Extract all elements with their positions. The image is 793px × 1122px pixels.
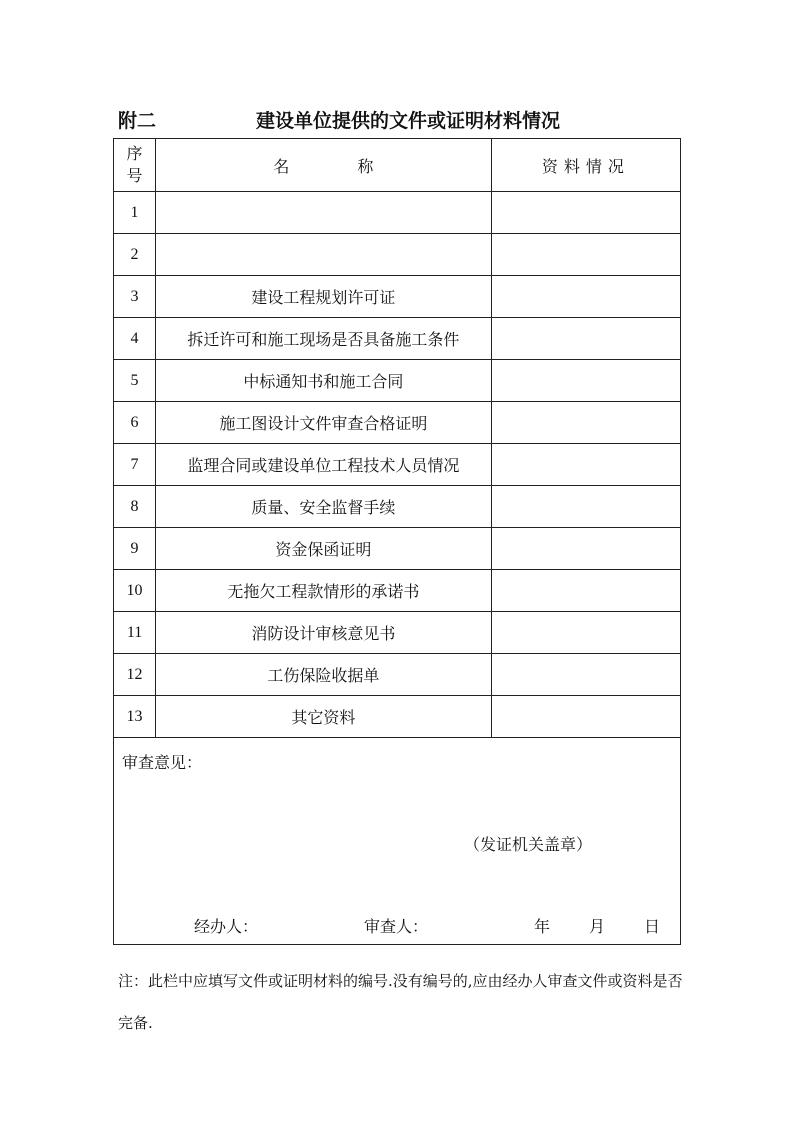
table-row (114, 444, 681, 486)
row-serial-number: 4 (114, 318, 156, 360)
table-row (114, 486, 681, 528)
appendix-label: 附二 (118, 110, 157, 132)
row-serial-number: 3 (114, 276, 156, 318)
row-material-name: 无拖欠工程款情形的承诺书 (156, 570, 492, 612)
row-material-status-cell (491, 276, 680, 318)
row-material-name: 其它资料 (156, 696, 492, 738)
row-serial-number: 1 (114, 192, 156, 234)
row-material-name: 质量、安全监督手续 (156, 486, 492, 528)
row-material-name: 消防设计审核意见书 (156, 612, 492, 654)
row-material-status-cell (491, 654, 680, 696)
handler-label: 经办人： (194, 917, 259, 936)
row-material-name: 资金保函证明 (156, 528, 492, 570)
row-material-name: 施工图设计文件审查合格证明 (156, 402, 492, 444)
row-serial-number: 11 (114, 612, 156, 654)
row-material-status-cell (491, 612, 680, 654)
date-year-label: 年 (534, 917, 551, 936)
row-serial-number: 7 (114, 444, 156, 486)
header-serial-number: 序 号 (114, 139, 156, 192)
row-material-status-cell (491, 318, 680, 360)
footnote: 注：此栏中应填写文件或证明材料的编号.没有编号的,应由经办人审查文件或资料是否完备. (118, 972, 683, 1032)
row-material-name: 拆迁许可和施工现场是否具备施工条件 (156, 318, 492, 360)
row-serial-number: 6 (114, 402, 156, 444)
document-heading (118, 104, 688, 134)
row-material-name: 工伤保险收据单 (156, 654, 492, 696)
table-row (114, 360, 681, 402)
review-row (114, 738, 681, 945)
date-month-label: 月 (589, 917, 606, 936)
row-serial-number: 2 (114, 234, 156, 276)
row-serial-number: 10 (114, 570, 156, 612)
row-material-status-cell (491, 192, 680, 234)
row-serial-number: 9 (114, 528, 156, 570)
review-opinion-label: 审查意见： (122, 753, 203, 772)
row-serial-number: 13 (114, 696, 156, 738)
table-row (114, 570, 681, 612)
row-material-name: 中标通知书和施工合同 (156, 360, 492, 402)
header-name: 名 称 (156, 139, 492, 192)
review-section (114, 738, 681, 945)
row-material-status-cell (491, 486, 680, 528)
table-row (114, 402, 681, 444)
issuing-authority-seal-text: （发证机关盖章） (464, 835, 593, 854)
materials-table (113, 138, 681, 945)
row-material-name (156, 192, 492, 234)
table-row (114, 318, 681, 360)
document-title: 建设单位提供的文件或证明材料情况 (256, 110, 561, 132)
table-row (114, 612, 681, 654)
table-row (114, 234, 681, 276)
date-day-label: 日 (644, 917, 661, 936)
row-material-status-cell (491, 696, 680, 738)
row-material-status-cell (491, 528, 680, 570)
table-row (114, 528, 681, 570)
row-material-status-cell (491, 360, 680, 402)
row-material-name (156, 234, 492, 276)
table-row (114, 696, 681, 738)
row-serial-number: 5 (114, 360, 156, 402)
row-material-status-cell (491, 402, 680, 444)
row-serial-number: 12 (114, 654, 156, 696)
row-serial-number: 8 (114, 486, 156, 528)
row-material-name: 建设工程规划许可证 (156, 276, 492, 318)
row-material-status-cell (491, 234, 680, 276)
row-material-status-cell (491, 444, 680, 486)
table-row (114, 276, 681, 318)
table-header-row (114, 139, 681, 192)
table-row (114, 654, 681, 696)
row-material-status-cell (491, 570, 680, 612)
reviewer-label: 审查人： (364, 917, 429, 936)
row-material-name: 监理合同或建设单位工程技术人员情况 (156, 444, 492, 486)
table-row (114, 192, 681, 234)
header-material-status: 资料情况 (491, 139, 680, 192)
